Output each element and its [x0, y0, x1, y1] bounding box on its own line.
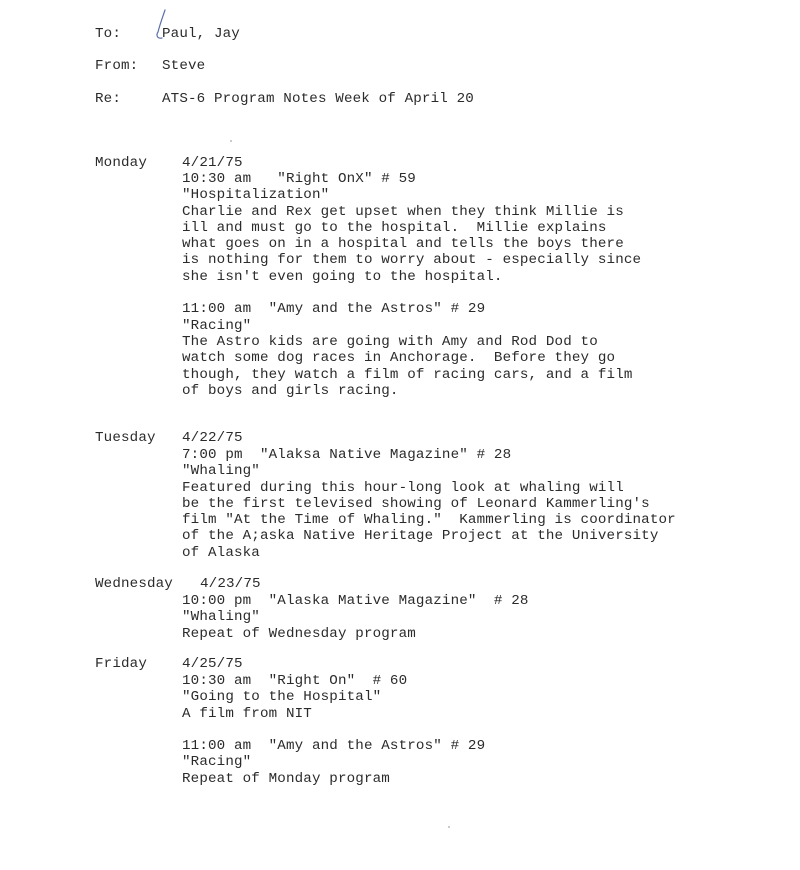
program-description-line: Repeat of Wednesday program [182, 625, 416, 642]
wednesday-programs [182, 593, 782, 642]
handwritten-check-mark-icon [153, 8, 171, 44]
program-description-line: of the A;aska Native Heritage Project at the University [182, 528, 659, 545]
program-time-title: 10:30 am "Right On" # 60 [182, 673, 408, 689]
program-description-line: ill and must go to the hospital. Millie explains [182, 219, 607, 236]
program-time-title: 7:00 pm "Alaksa Native Magazine" # 28 [182, 447, 512, 463]
from-value: Steve [162, 58, 206, 74]
program-description-line: Featured during this hour-long look at whaling will [182, 479, 624, 496]
program-description-line: of boys and girls racing. [182, 382, 399, 399]
program-time-title: 10:00 pm "Alaska Mative Magazine" # 28 [182, 593, 529, 609]
program-description-line: though, they watch a film of racing cars, and a film [182, 366, 633, 383]
scan-speck [230, 140, 232, 142]
program-description-line: Charlie and Rex get upset when they think Millie is [182, 203, 624, 220]
from-label: From: [95, 58, 139, 74]
monday-programs [182, 171, 782, 399]
program-time-title: 10:30 am "Right OnX" # 59 [182, 171, 416, 187]
program-description-line: The Astro kids are going with Amy and Rod Dod to [182, 333, 598, 350]
program-description-line: A film from NIT [182, 705, 312, 722]
day-label-monday: Monday [95, 155, 147, 171]
tuesday-programs [182, 447, 782, 561]
program-description-line: be the first televised showing of Leonard Kammerling's [182, 495, 650, 512]
program-episode: "Racing" [182, 317, 252, 334]
day-label-wednesday: Wednesday [95, 576, 173, 592]
program-description-line: watch some dog races in Anchorage. Before they go [182, 350, 616, 367]
program-description-line: film "At the Time of Whaling." Kammerling is coordinator [182, 512, 676, 529]
re-value: ATS-6 Program Notes Week of April 20 [162, 91, 474, 107]
date-friday: 4/25/75 [182, 656, 243, 672]
program-description-line: Repeat of Monday program [182, 770, 390, 787]
friday-programs [182, 673, 782, 787]
program-description-line: is nothing for them to worry about - especially since [182, 252, 642, 269]
to-label: To: [95, 26, 121, 42]
program-episode: "Going to the Hospital" [182, 689, 382, 706]
re-label: Re: [95, 91, 121, 107]
day-label-tuesday: Tuesday [95, 430, 156, 446]
scan-speck [448, 826, 450, 828]
to-value: Paul, Jay [162, 26, 240, 42]
date-wednesday: 4/23/75 [200, 576, 261, 592]
program-description-line: she isn't even going to the hospital. [182, 268, 503, 285]
date-tuesday: 4/22/75 [182, 430, 243, 446]
day-label-friday: Friday [95, 656, 147, 672]
date-monday: 4/21/75 [182, 155, 243, 171]
program-time-title: 11:00 am "Amy and the Astros" # 29 [182, 738, 486, 755]
program-episode: "Hospitalization" [182, 187, 330, 204]
program-episode: "Racing" [182, 754, 252, 771]
program-description-line: of Alaska [182, 544, 260, 561]
program-time-title: 11:00 am "Amy and the Astros" # 29 [182, 301, 486, 318]
program-description-line: what goes on in a hospital and tells the boys there [182, 236, 624, 253]
program-episode: "Whaling" [182, 463, 260, 480]
program-episode: "Whaling" [182, 609, 260, 626]
